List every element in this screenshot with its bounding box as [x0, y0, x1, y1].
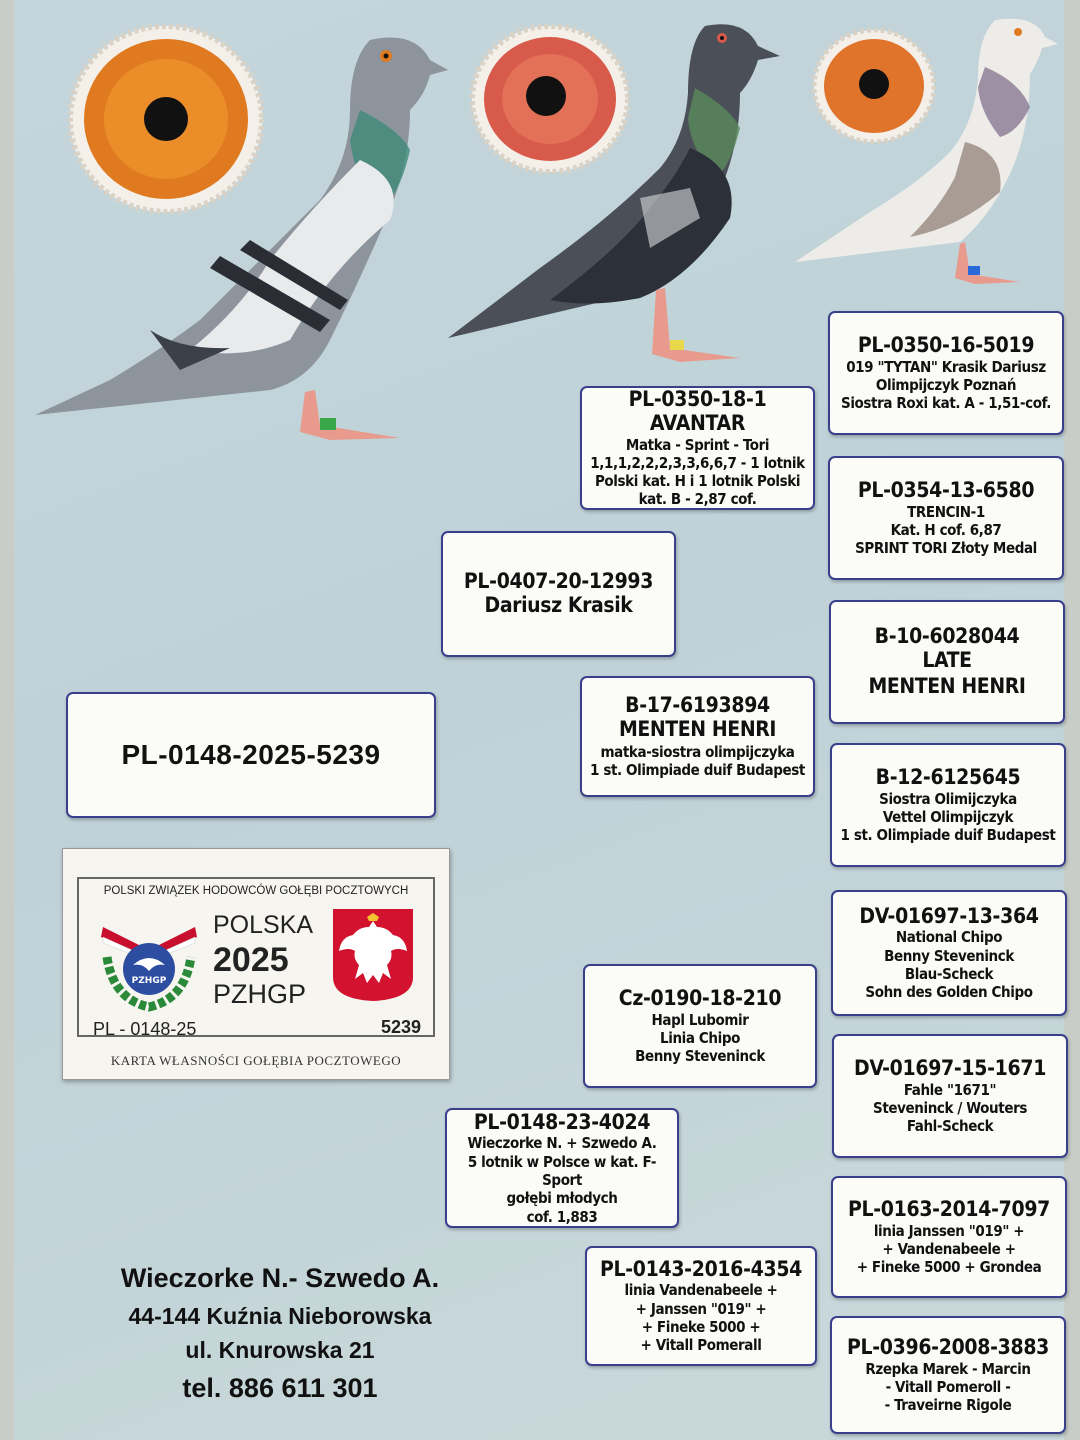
grandparent-box [583, 964, 817, 1088]
card-year: 2025 [213, 941, 289, 979]
grandparent-line: Matka - Sprint - Tori [625, 435, 770, 454]
great-grandparent-box [828, 311, 1064, 435]
grandparent-line: + Vitall Pomerall [640, 1336, 762, 1355]
pigeon-blue-bar-icon [30, 20, 460, 450]
great-grandparent-box [830, 1316, 1066, 1434]
great-grandparent-ring-number: PL-0396-2008-3883 [846, 1335, 1050, 1360]
mother-line: 5 lotnik w Polsce w kat. F-Sport [467, 1152, 657, 1189]
great-grandparent-ring-number: DV-01697-13-364 [859, 904, 1039, 929]
grandparent-line: MENTEN HENRI [618, 717, 777, 742]
great-grandparent-line: Fahle "1671" [903, 1080, 997, 1099]
polish-eagle-icon [331, 907, 415, 1003]
great-grandparent-line: - Traveirne Rigole [884, 1396, 1012, 1415]
great-grandparent-ring-number: PL-0163-2014-7097 [847, 1197, 1051, 1222]
grandparent-ring-number: PL-0350-18-1 AVANTAR [628, 387, 767, 436]
grandparent-line: Linia Chipo [660, 1028, 740, 1047]
great-grandparent-line: linia Janssen "019" + [873, 1221, 1025, 1240]
card-country: POLSKA [213, 911, 314, 939]
grandparent-ring-number: B-17-6193894 [625, 693, 770, 718]
grandparent-line: Benny Steveninck [635, 1047, 765, 1066]
great-grandparent-box [830, 743, 1066, 867]
grandparent-line: + Janssen "019" + [635, 1299, 767, 1318]
great-grandparent-box [831, 1176, 1067, 1298]
grandparent-line: + Fineke 5000 + [641, 1318, 761, 1337]
mother-box [445, 1108, 679, 1228]
grandparent-line: Hapl Lubomir [651, 1010, 749, 1029]
great-grandparent-line: Benny Steveninck [884, 946, 1014, 965]
great-grandparent-ring-number: DV-01697-15-1671 [853, 1056, 1047, 1081]
card-serial: 5239 [380, 1017, 421, 1037]
pigeon-checker-icon [440, 18, 800, 368]
grandparent-box [580, 386, 815, 510]
card-ring-number: PL - 0148-25 [93, 1019, 197, 1039]
father-line: Dariusz Krasik [484, 593, 633, 618]
great-grandparent-box [828, 456, 1064, 580]
mother-line: gołębi młodych [506, 1189, 618, 1208]
mother-line: cof. 1,883 [526, 1207, 598, 1226]
card-title: POLSKI ZWIĄZEK HODOWCÓW GOŁĘBI POCZTOWYCH [103, 885, 409, 897]
breeder-phone: tel. 886 611 301 [182, 1372, 378, 1403]
great-grandparent-line: + Vandenabeele + [882, 1239, 1016, 1258]
great-grandparent-line: MENTEN HENRI [868, 674, 1026, 699]
great-grandparent-line: Vettel Olimpijczyk [882, 807, 1014, 826]
grandparent-line: kat. B - 2,87 cof. [638, 490, 757, 509]
card-org: PZHGP [213, 979, 307, 1009]
great-grandparent-line: Kat. H cof. 6,87 [890, 520, 1002, 539]
great-grandparent-box [831, 890, 1067, 1016]
great-grandparent-ring-number: PL-0354-13-6580 [857, 478, 1035, 503]
pigeon-grizzle-icon [790, 12, 1060, 292]
breeder-address [60, 1258, 500, 1408]
great-grandparent-line: Fahl-Scheck [906, 1117, 994, 1136]
great-grandparent-box [829, 600, 1065, 724]
great-grandparent-line: 019 "TYTAN" Krasik Dariusz [846, 357, 1046, 376]
great-grandparent-line: LATE [922, 648, 972, 673]
grandparent-line: matka-siostra olimpijczyka [600, 743, 795, 762]
great-grandparent-box [832, 1034, 1068, 1158]
great-grandparent-line: Siostra Olimijczyka [879, 789, 1017, 808]
card-footer: KARTA WŁASNOŚCI GOŁĘBIA POCZTOWEGO [110, 1053, 402, 1068]
grandparent-line: 1 st. Olimpiade duif Budapest [590, 761, 805, 780]
grandparent-line: Polski kat. H i 1 lotnik Polski [594, 472, 801, 491]
great-grandparent-line: Siostra Roxi kat. A - 1,51-cof. [841, 394, 1051, 413]
logo-text: PZHGP [131, 976, 167, 986]
grandparent-line: linia Vandenabeele + [624, 1281, 778, 1300]
breeder-street: ul. Knurowska 21 [185, 1337, 375, 1363]
great-grandparent-line: - Vitall Pomeroll - [885, 1377, 1011, 1396]
great-grandparent-ring-number: B-12-6125645 [875, 765, 1021, 790]
grandparent-ring-number: PL-0143-2016-4354 [599, 1257, 803, 1282]
mother-ring-number: PL-0148-23-4024 [473, 1110, 651, 1135]
grandparent-line: 1,1,1,2,2,2,3,3,6,6,7 - 1 lotnik [590, 453, 805, 472]
mother-line: Wieczorke N. + Szwedo A. [467, 1134, 657, 1153]
great-grandparent-line: Sohn des Golden Chipo [865, 983, 1033, 1002]
great-grandparent-line: SPRINT TORI Złoty Medal [855, 539, 1037, 558]
great-grandparent-line: National Chipo [895, 928, 1003, 947]
great-grandparent-line: Olimpijczyk Poznań [875, 375, 1017, 394]
great-grandparent-ring-number: PL-0350-16-5019 [857, 333, 1035, 358]
father-ring-number: PL-0407-20-12993 [463, 569, 654, 594]
grandparent-box [585, 1246, 817, 1366]
breeder-city: 44-144 Kuźnia Nieborowska [128, 1302, 432, 1329]
great-grandparent-line: + Fineke 5000 + Grondea [856, 1258, 1042, 1277]
breeder-name: Wieczorke N.- Szwedo A. [120, 1263, 440, 1293]
ownership-card [62, 848, 450, 1080]
main-pigeon-box [66, 692, 436, 818]
great-grandparent-line: Blau-Scheck [904, 965, 994, 984]
great-grandparent-line: Rzepka Marek - Marcin [865, 1359, 1031, 1378]
great-grandparent-ring-number: B-10-6028044 [874, 624, 1020, 649]
grandparent-ring-number: Cz-0190-18-210 [618, 986, 782, 1011]
grandparent-box [580, 676, 815, 797]
great-grandparent-line: 1 st. Olimpiade duif Budapest [840, 826, 1056, 845]
father-box [441, 531, 676, 657]
main-ring-number: PL-0148-2025-5239 [121, 738, 381, 770]
great-grandparent-line: TRENCIN-1 [907, 502, 985, 521]
pzhgp-logo-icon [93, 907, 205, 1013]
great-grandparent-line: Steveninck / Wouters [873, 1098, 1027, 1117]
